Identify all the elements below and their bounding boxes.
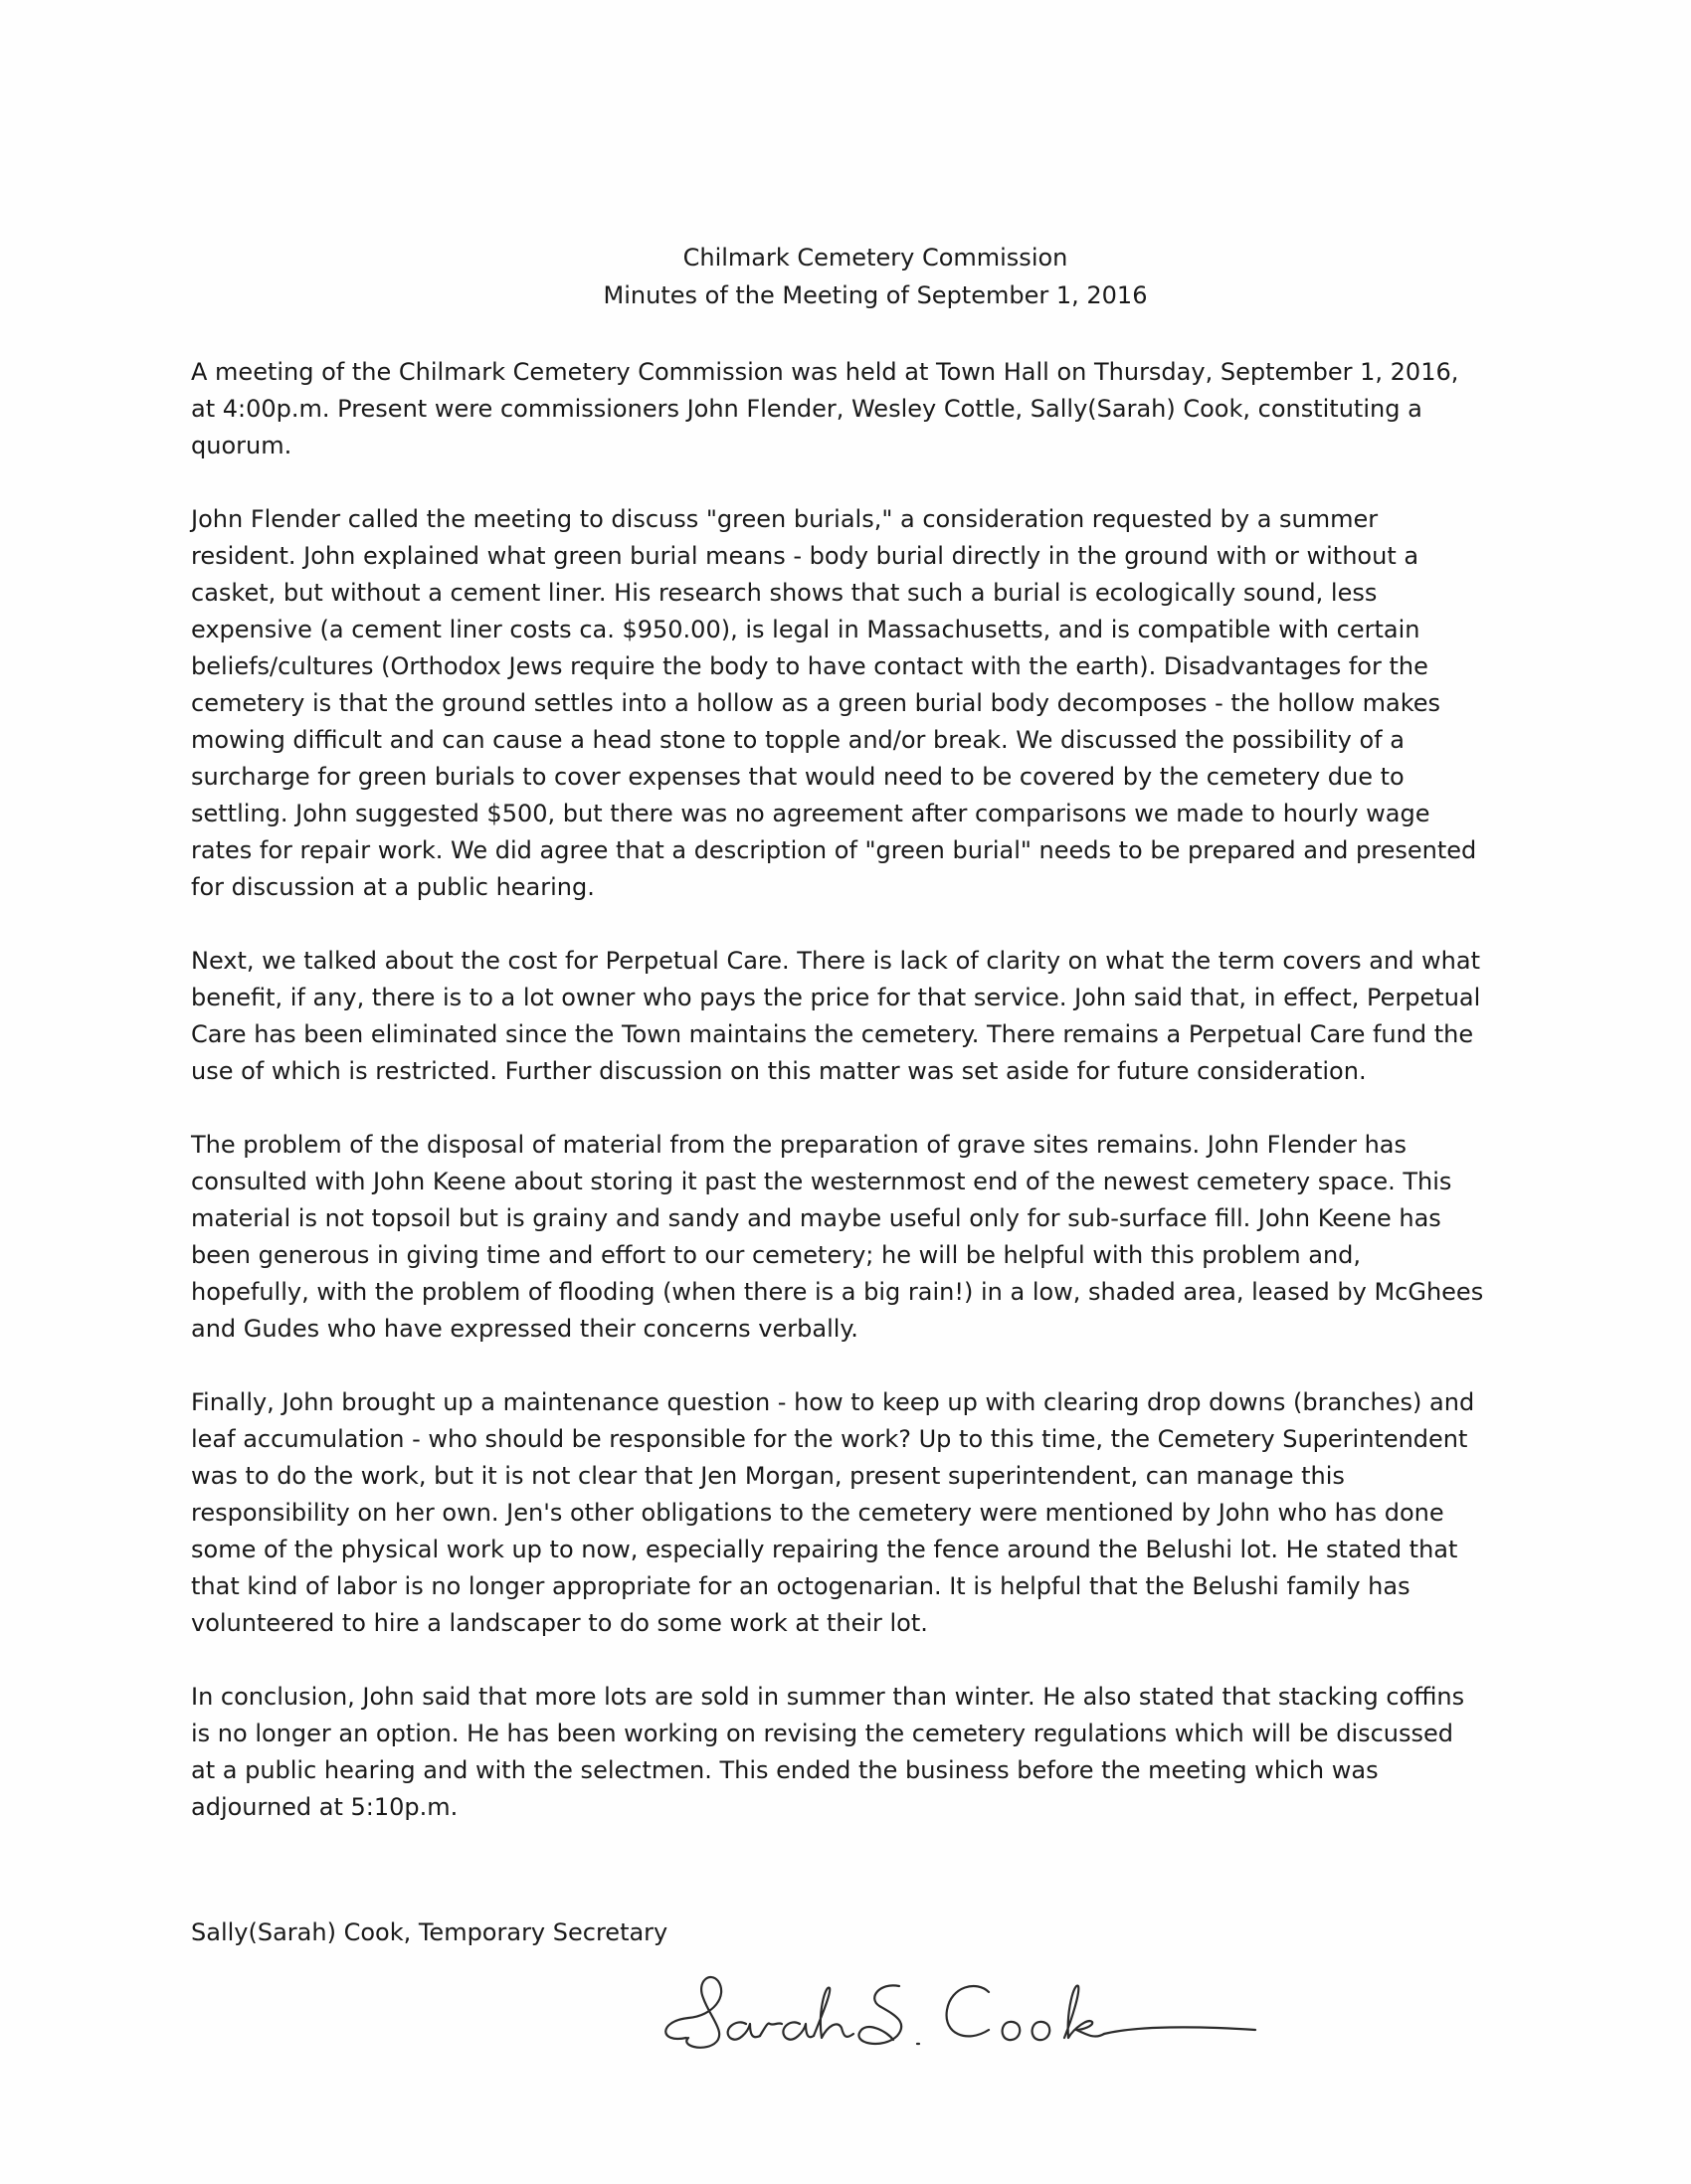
paragraph-maintenance: Finally, John brought up a maintenance question - how to keep up with clearing drop downs (branches) and leaf accumulation - who should be responsible for the work? Up to this time, the Cemetery Superintendent was to do the work, but it is not clear that Jen Morgan, present superintendent, can manage this responsibility on her own. Jen's other obligations to the cemetery were mentioned by John who has done some of the physical work up to now, especially repairing the fence around the Belushi lot. He stated that that kind of labor is no longer appropriate for an octogenarian. It is helpful that the Belushi family has volunteered to hire a landscaper to do some work at their lot. [191,1388,1475,1637]
paragraph-attendance: A meeting of the Chilmark Cemetery Commission was held at Town Hall on Thursday, September 1, 2016, at 4:00p.m. Present were commissioners John Flender, Wesley Cottle, Sally(Sarah) Cook, constituting a quorum. [191,358,1459,459]
paragraph-perpetual-care: Next, we talked about the cost for Perpetual Care. There is lack of clarity on what the term covers and what benefit, if any, there is to a lot owner who pays the price for that service. John said that, in effect, Perpetual Care has been eliminated since the Town maintains the cemetery. There remains a Perpetual Care fund the use of which is restricted. Further discussion on this matter was set aside for future consideration. [191,947,1481,1085]
handwritten-signature [619,1926,1414,2056]
minutes-body [191,354,1484,1863]
paragraph-conclusion: In conclusion, John said that more lots are sold in summer than winter. He also stated that stacking coffins is no longer an option. He has been working on revising the cemetery regulations which will be discussed at a public hearing and with the selectmen. This ended the business before the meeting which was adjourned at 5:10p.m. [191,1683,1465,1821]
paragraph-green-burials: John Flender called the meeting to discuss "green burials," a consideration requested by a summer resident. John explained what green burial means - body burial directly in the ground with or without a casket, but without a cement liner. His research shows that such a burial is ecologically sound, less expensive (a cement liner costs ca. $950.00), is legal in Massachusetts, and is compatible with certain beliefs/cultures (Orthodox Jews require the body to have contact with the earth). Disadvantages for the cemetery is that the ground settles into a hollow as a green burial body decomposes - the hollow makes mowing difficult and can cause a head stone to topple and/or break. We discussed the possibility of a surcharge for green burials to cover expenses that would need to be covered by the cemetery due to settling. John suggested $500, but there was no agreement after comparisons we made to hourly wage rates for repair work. We did agree that a description of "green burial" needs to be prepared and presented for discussion at a public hearing. [191,505,1477,901]
signature-block [191,1914,1484,2054]
signature-caption: Sally(Sarah) Cook, Temporary Secretary [191,1918,668,1946]
document-heading [0,239,1691,314]
meeting-title: Minutes of the Meeting of September 1, 2016 [603,281,1148,309]
paragraph-material-disposal: The problem of the disposal of material from the preparation of grave sites remains. John Flender has consulted with John Keene about storing it past the westernmost end of the newest cemetery space. This material is not topsoil but is grainy and sandy and maybe useful only for sub-surface fill. John Keene has been generous in giving time and effort to our cemetery; he will be helpful with this problem and, hopefully, with the problem of flooding (when there is a big rain!) in a low, shaded area, leased by McGhees and Gudes who have expressed their concerns verbally. [191,1131,1484,1343]
organization-title: Chilmark Cemetery Commission [682,244,1068,272]
